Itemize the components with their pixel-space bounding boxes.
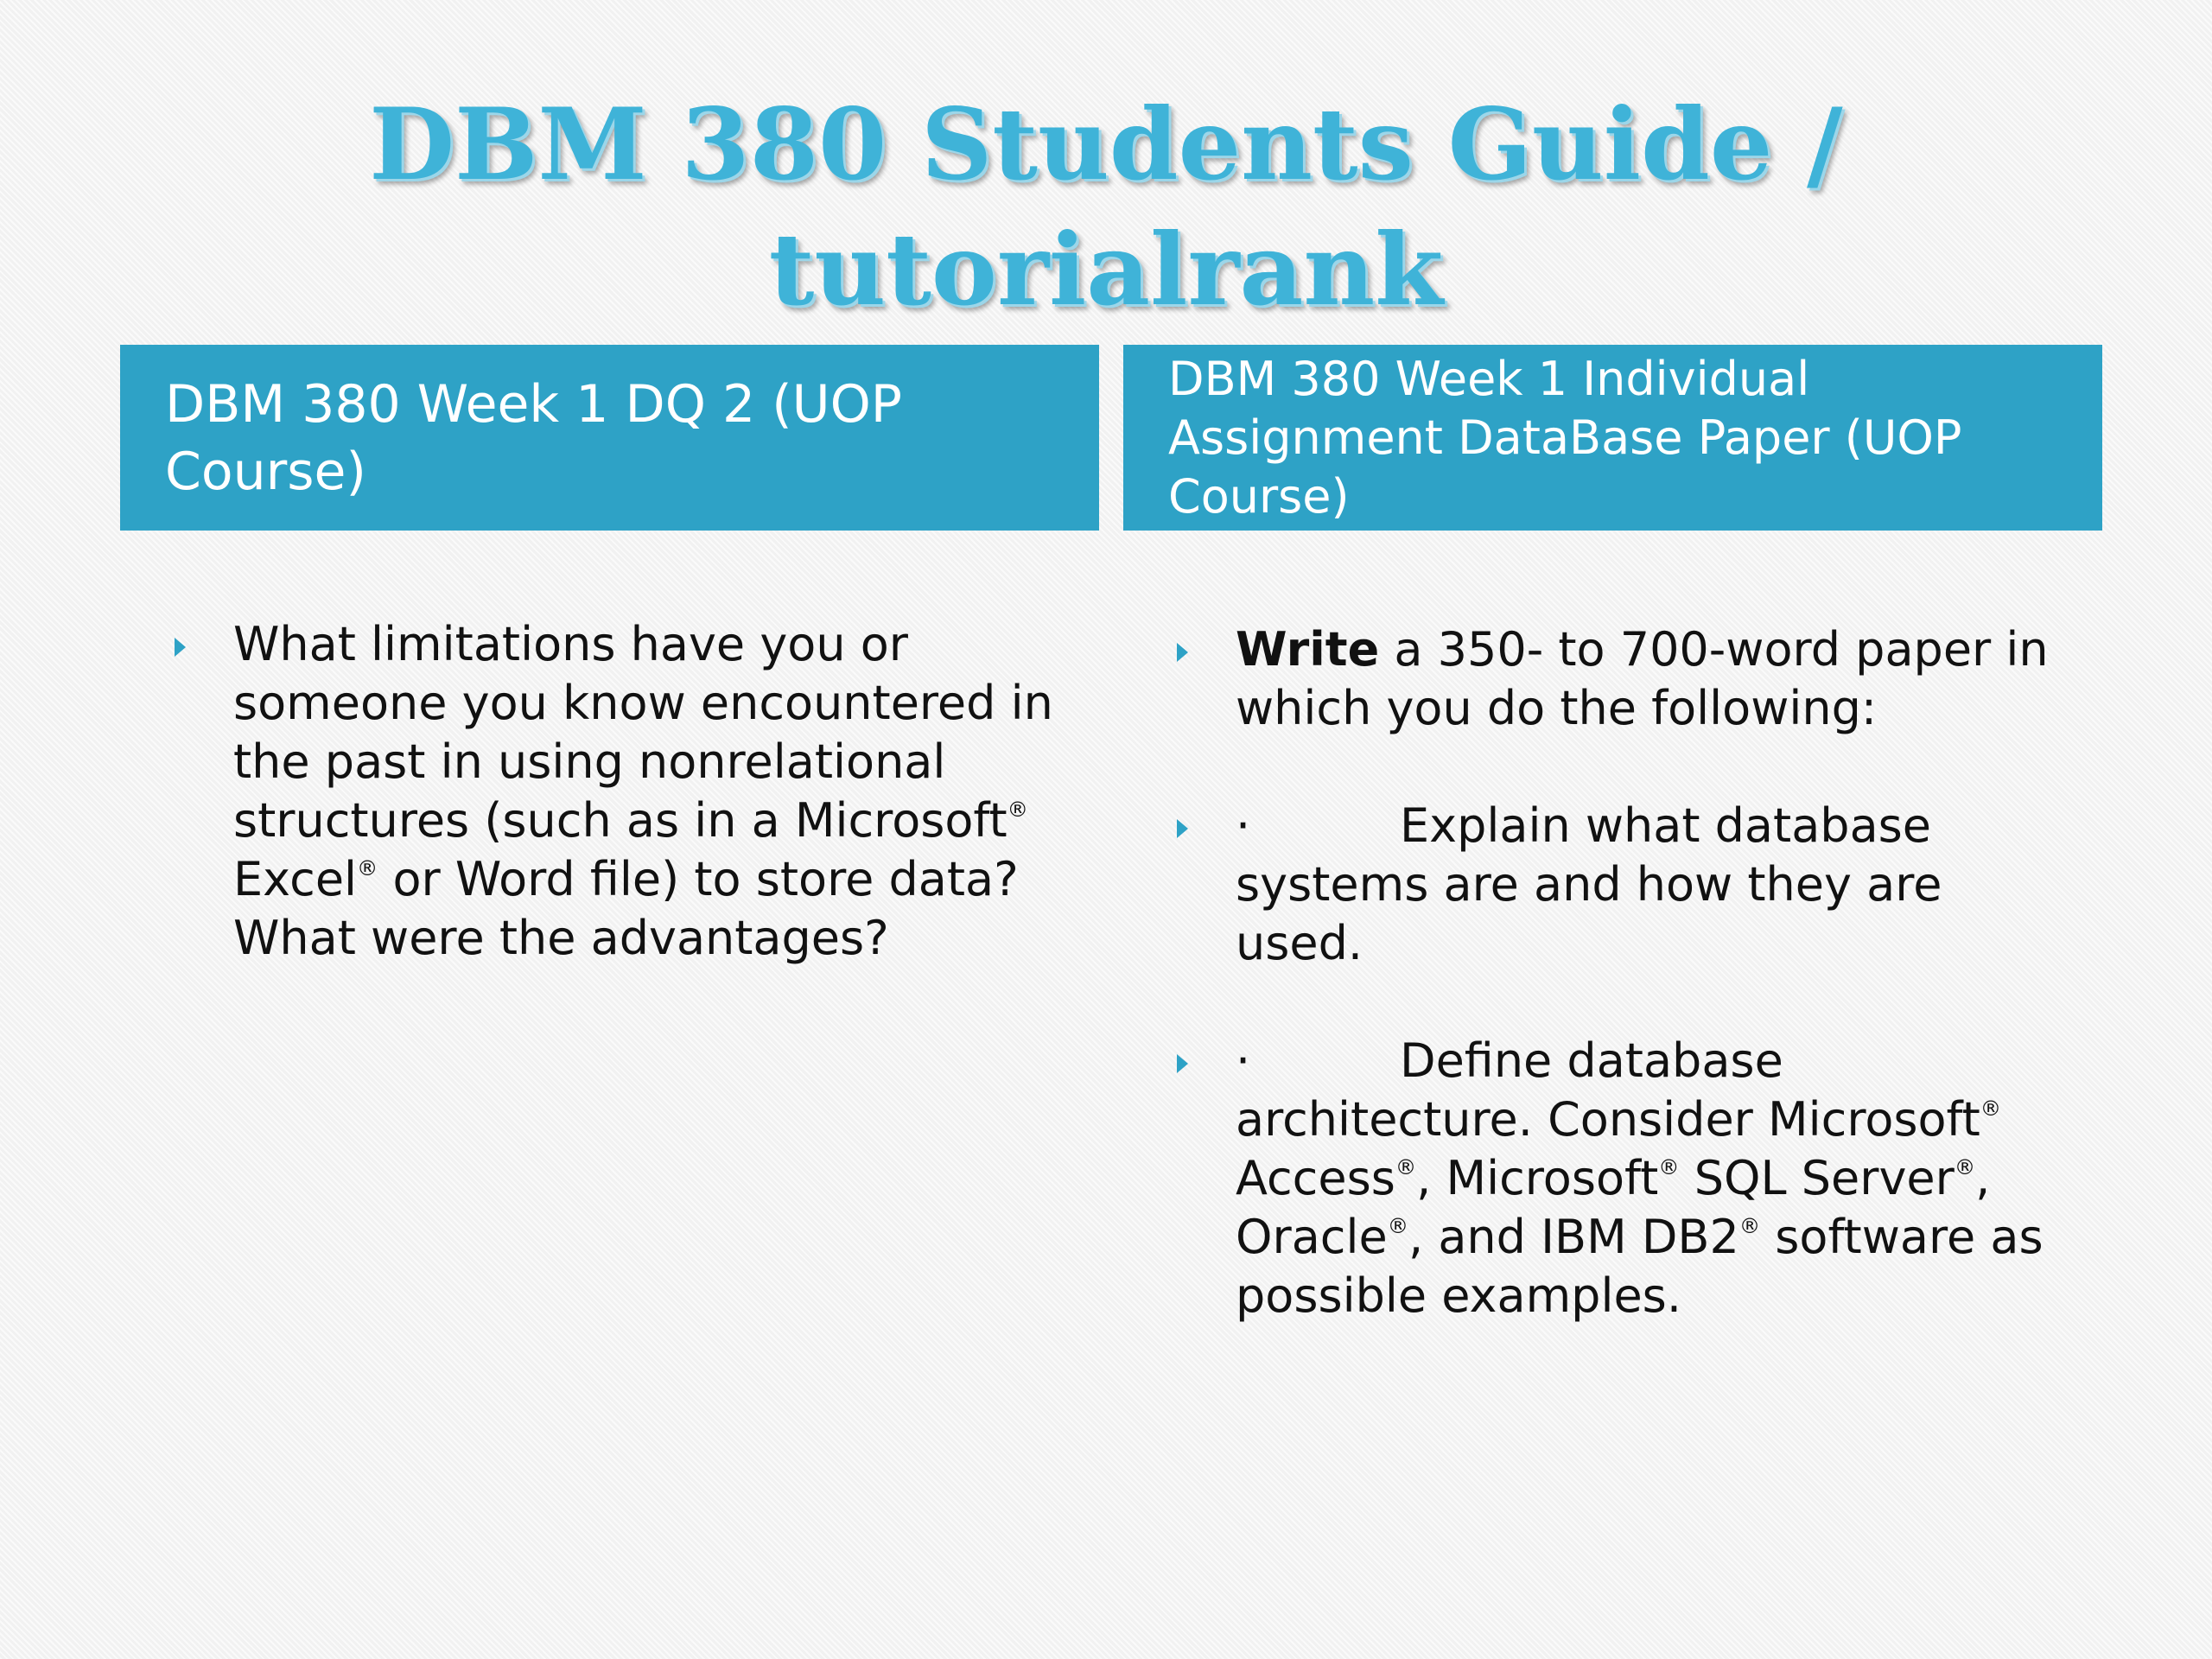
right-bullet-3-line-1 — [1236, 1032, 2143, 1090]
right-bullet-1-line-2: which you do the following: — [1236, 681, 1878, 735]
bullet-triangle-icon — [1177, 1054, 1188, 1073]
right-bullet-3-line-4-c: software as — [1760, 1210, 2044, 1264]
title-line-2: tutorialrank — [768, 212, 1444, 327]
right-bullet-item-1 — [1166, 620, 2143, 738]
right-header-line-3: Course) — [1168, 468, 1350, 524]
registered-mark: ® — [357, 855, 378, 880]
left-bullet-line-2: someone you know encountered in — [233, 676, 1053, 730]
left-column-body — [164, 615, 1106, 968]
title-line-1: DBM 380 Students Guide / — [369, 86, 1843, 202]
right-bullet-1-bold: Write — [1236, 622, 1380, 677]
right-bullet-3-line-4 — [1236, 1208, 2143, 1267]
left-column-header — [120, 345, 1099, 531]
left-header-line-1: DBM 380 Week 1 DQ 2 (UOP — [165, 373, 902, 435]
bullet-triangle-icon — [175, 638, 186, 657]
left-bullet-line-5-a: Excel — [233, 852, 358, 906]
right-bullet-item-3 — [1166, 1032, 2143, 1325]
right-bullet-3-line-2 — [1236, 1090, 2143, 1149]
right-bullet-3-line-1-text: Define database — [1400, 1033, 1783, 1088]
right-header-line-1: DBM 380 Week 1 Individual — [1168, 351, 1810, 406]
left-bullet-line-4 — [233, 791, 1106, 850]
bullet-triangle-icon — [1177, 643, 1188, 662]
right-bullet-item-2 — [1166, 797, 2143, 973]
right-bullet-2-line-1 — [1236, 797, 2143, 855]
right-bullet-3-line-3-c: SQL Server — [1679, 1151, 1955, 1205]
left-bullet-line-5 — [233, 850, 1106, 909]
left-bullet-line-5-b: or Word file) to store data? — [378, 852, 1019, 906]
right-bullet-1-line-1 — [1236, 620, 2143, 679]
left-bullet-line-3: the past in using nonrelational — [233, 734, 946, 789]
right-bullet-3-line-3-d: , — [1975, 1151, 1991, 1205]
left-bullet-line-4-text: structures (such as in a Microsoft — [233, 793, 1007, 848]
right-column-header — [1123, 345, 2102, 531]
registered-mark: ® — [1738, 1212, 1761, 1238]
right-bullet-2-line-3: used. — [1236, 916, 1363, 970]
registered-mark: ® — [1658, 1154, 1680, 1179]
registered-mark: ® — [1387, 1212, 1409, 1238]
right-bullet-2-line-2: systems are and how they are — [1236, 857, 1942, 912]
left-bullet-line-6: What were the advantages? — [233, 911, 889, 965]
left-header-line-2: Course) — [165, 441, 366, 502]
right-bullet-3-line-4-a: Oracle — [1236, 1210, 1388, 1264]
registered-mark: ® — [1980, 1095, 2002, 1121]
right-bullet-2-line-1-text: Explain what database — [1400, 798, 1932, 853]
registered-mark: ® — [1007, 796, 1028, 822]
middle-dot: · — [1236, 1033, 1251, 1088]
slide-title — [156, 82, 2056, 333]
registered-mark: ® — [1954, 1154, 1976, 1179]
right-bullet-3-line-4-b: , and IBM DB2 — [1408, 1210, 1739, 1264]
right-bullet-3-line-3 — [1236, 1149, 2143, 1208]
right-bullet-3-line-3-b: , Microsoft — [1416, 1151, 1659, 1205]
right-bullet-3-line-3-a: Access — [1236, 1151, 1395, 1205]
middle-dot: · — [1236, 798, 1251, 853]
right-column-body — [1166, 615, 2143, 1325]
right-bullet-3-line-2-text: architecture. Consider Microsoft — [1236, 1092, 1980, 1147]
left-bullet-item — [164, 615, 1106, 968]
right-bullet-1-rest: a 350- to 700-word paper in — [1379, 622, 2049, 677]
right-header-line-2: Assignment DataBase Paper (UOP — [1168, 410, 1962, 465]
right-bullet-3-line-5: possible examples. — [1236, 1268, 1681, 1323]
bullet-triangle-icon — [1177, 819, 1188, 838]
registered-mark: ® — [1395, 1154, 1417, 1179]
left-bullet-line-1: What limitations have you or — [233, 617, 908, 671]
